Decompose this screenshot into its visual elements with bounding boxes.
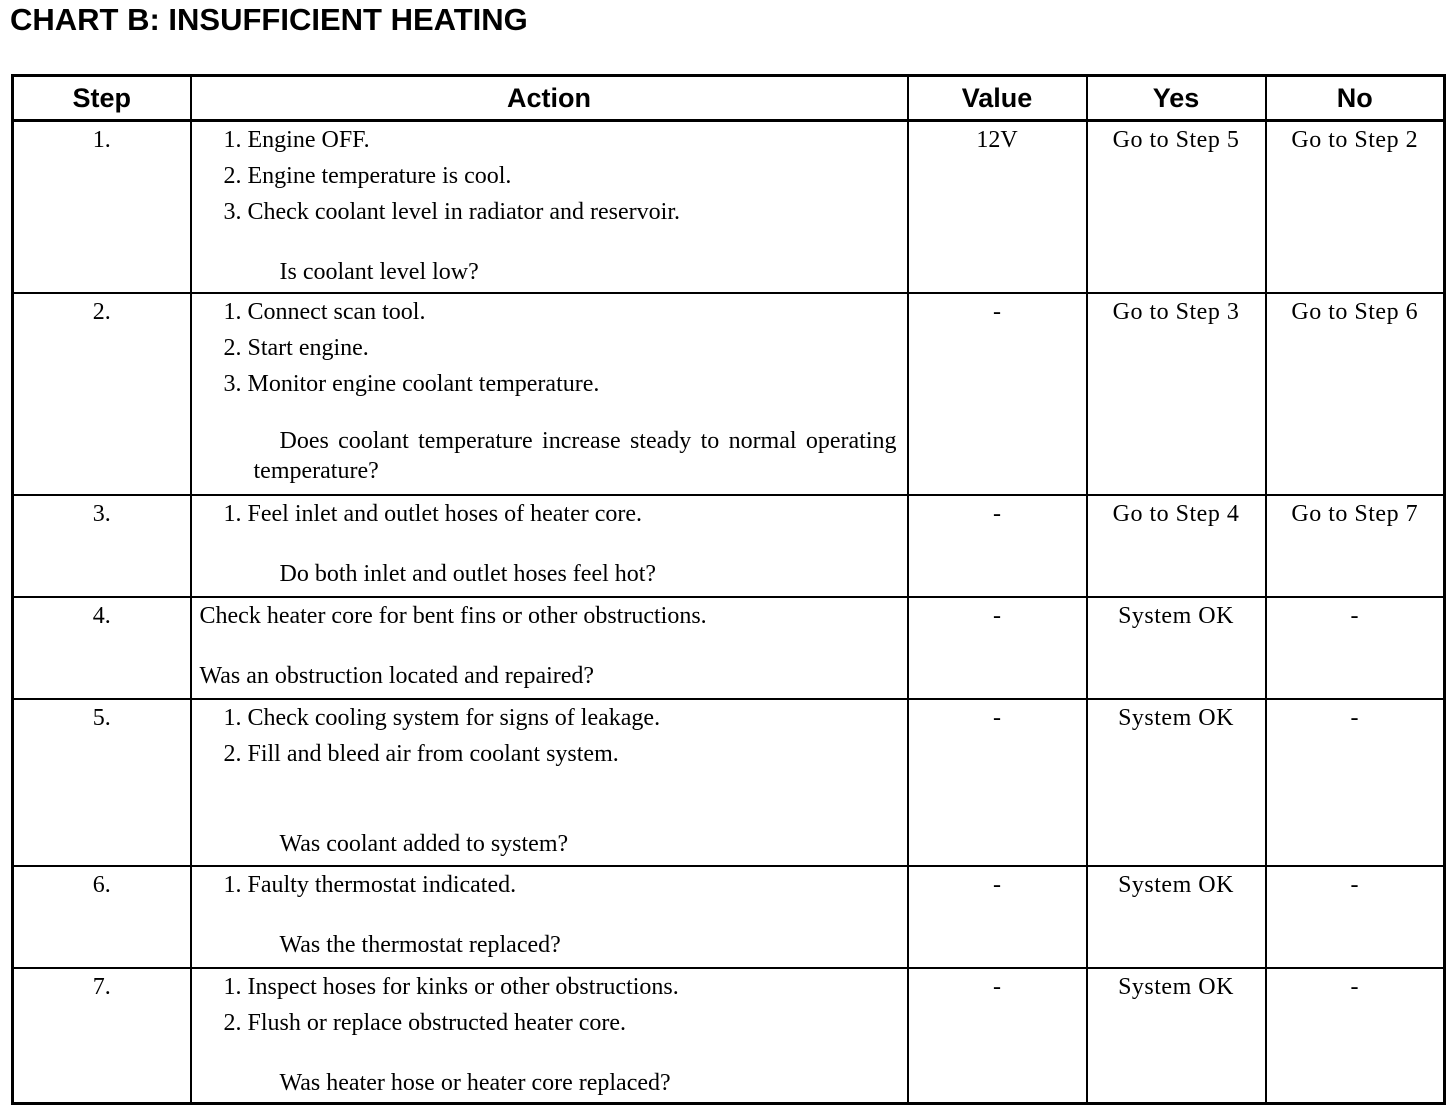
- step-cell: 6.: [13, 866, 191, 968]
- action-cell: [191, 968, 908, 1104]
- page-title: CHART B: INSUFFICIENT HEATING: [10, 2, 528, 37]
- yes-cell: System OK: [1087, 866, 1266, 968]
- step-cell: 3.: [13, 495, 191, 597]
- yes-cell: System OK: [1087, 699, 1266, 866]
- yes-cell: Go to Step 5: [1087, 121, 1266, 294]
- table-row: [13, 121, 1445, 294]
- action-cell: [191, 293, 908, 495]
- table-row: [13, 495, 1445, 597]
- no-cell: Go to Step 7: [1266, 495, 1445, 597]
- action-line: 1. Faulty thermostat indicated.: [223, 872, 517, 898]
- yes-cell: System OK: [1087, 968, 1266, 1104]
- no-cell: -: [1266, 699, 1445, 866]
- header-step: Step: [13, 76, 191, 121]
- action-line: 1. Engine OFF.: [223, 127, 370, 153]
- yes-cell: Go to Step 3: [1087, 293, 1266, 495]
- header-value: Value: [908, 76, 1087, 121]
- action-question: Does coolant temperature increase steady to normal operating temperature?: [253, 428, 897, 484]
- value-cell: -: [908, 866, 1087, 968]
- table-row: [13, 866, 1445, 968]
- table-row: [13, 699, 1445, 866]
- step-cell: 1.: [13, 121, 191, 294]
- value-cell: -: [908, 597, 1087, 699]
- action-line: 2. Engine temperature is cool.: [223, 163, 512, 189]
- value-cell: -: [908, 699, 1087, 866]
- step-cell: 5.: [13, 699, 191, 866]
- no-cell: -: [1266, 866, 1445, 968]
- action-cell: [191, 866, 908, 968]
- value-cell: 12V: [908, 121, 1087, 294]
- action-line: 3. Monitor engine coolant temperature.: [223, 371, 600, 397]
- action-cell: [191, 121, 908, 294]
- yes-cell: Go to Step 4: [1087, 495, 1266, 597]
- action-cell: [191, 495, 908, 597]
- step-cell: 7.: [13, 968, 191, 1104]
- table-row: [13, 597, 1445, 699]
- step-cell: 2.: [13, 293, 191, 495]
- action-question: Was heater hose or heater core replaced?: [279, 1070, 671, 1096]
- action-question: Was an obstruction located and repaired?: [199, 663, 595, 689]
- diagnostic-table: [11, 74, 1446, 1105]
- no-cell: Go to Step 2: [1266, 121, 1445, 294]
- table-header-row: [13, 76, 1445, 121]
- table-row: [13, 968, 1445, 1104]
- value-cell: -: [908, 495, 1087, 597]
- action-line: 3. Check coolant level in radiator and reservoir.: [223, 199, 681, 225]
- action-cell: [191, 699, 908, 866]
- action-question: Is coolant level low?: [279, 259, 479, 285]
- action-line: 1. Inspect hoses for kinks or other obstructions.: [223, 974, 679, 1000]
- action-question: Was the thermostat replaced?: [279, 932, 561, 958]
- step-cell: 4.: [13, 597, 191, 699]
- no-cell: Go to Step 6: [1266, 293, 1445, 495]
- yes-cell: System OK: [1087, 597, 1266, 699]
- action-line: 1. Check cooling system for signs of leakage.: [223, 705, 661, 731]
- action-line: 1. Connect scan tool.: [223, 299, 426, 325]
- header-yes: Yes: [1087, 76, 1266, 121]
- value-cell: -: [908, 968, 1087, 1104]
- action-line: 2. Fill and bleed air from coolant system.: [223, 741, 619, 767]
- header-action: Action: [191, 76, 908, 121]
- action-line: Check heater core for bent fins or other obstructions.: [199, 603, 707, 629]
- table-row: [13, 293, 1445, 495]
- header-no: No: [1266, 76, 1445, 121]
- action-line: 2. Flush or replace obstructed heater core.: [223, 1010, 627, 1036]
- no-cell: -: [1266, 968, 1445, 1104]
- action-cell: [191, 597, 908, 699]
- action-line: 1. Feel inlet and outlet hoses of heater core.: [223, 501, 643, 527]
- action-line: 2. Start engine.: [223, 335, 369, 361]
- value-cell: -: [908, 293, 1087, 495]
- action-question: Do both inlet and outlet hoses feel hot?: [279, 561, 657, 587]
- no-cell: -: [1266, 597, 1445, 699]
- action-question: Was coolant added to system?: [279, 831, 569, 857]
